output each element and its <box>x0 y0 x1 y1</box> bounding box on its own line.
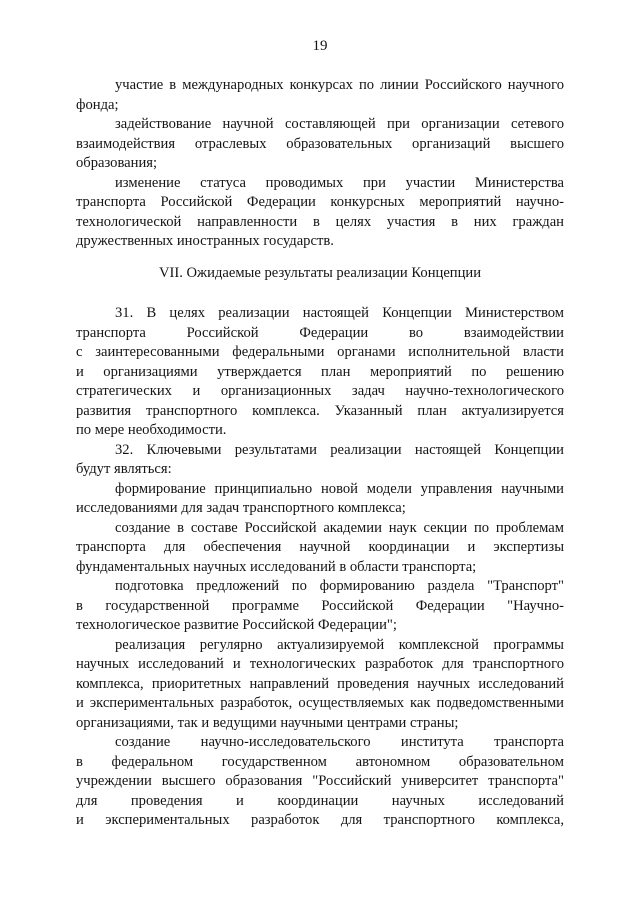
text-line: в государственной программе Российской Федерации "Научно- <box>76 597 564 614</box>
text-line: создание в составе Российской академии наук секции по проблемам <box>115 519 564 536</box>
text-line: изменение статуса проводимых при участии Министерства <box>115 174 564 191</box>
text-line: развития транспортного комплекса. Указанный план актуализируется <box>76 402 564 419</box>
text-line: транспорта Российской Федерации конкурсных мероприятий научно- <box>76 194 564 210</box>
text-line: и экспериментальных разработок для транспортного комплекса, <box>76 812 564 828</box>
text-block-measures <box>76 76 564 252</box>
text-line: подготовка предложений по формированию раздела "Транспорт" <box>115 578 564 594</box>
text-line: взаимодействия отраслевых образовательных организаций высшего <box>76 135 564 152</box>
text-line: реализация регулярно актуализируемой комплексной программы <box>115 636 564 653</box>
text-line: 31. В целях реализации настоящей Концепции Министерством <box>115 305 564 321</box>
text-line: образования; <box>76 155 158 171</box>
text-line: научных исследований и технологических разработок для транспортного <box>76 656 564 672</box>
text-line: для проведения и координации научных исследований <box>76 792 564 809</box>
text-line: организациями, так и ведущими научными центрами страны; <box>76 714 459 731</box>
text-line: с заинтересованными федеральными органами исполнительной власти <box>76 344 564 360</box>
text-line: по мере необходимости. <box>76 422 227 438</box>
text-line: и организациями утверждается план мероприятий по решению <box>76 363 564 380</box>
text-line: стратегических и организационных задач научно-технологического <box>76 383 564 399</box>
text-line: будут являться: <box>76 461 172 477</box>
text-line: и экспериментальных разработок, осуществляемых как подведомственными <box>76 695 564 711</box>
text-line: фонда; <box>76 96 119 113</box>
section-heading: VII. Ожидаемые результаты реализации Концепции <box>158 265 482 281</box>
text-block-results <box>76 304 564 831</box>
text-line: технологической направленности в целях участия в них граждан <box>76 213 564 230</box>
page-number: 19 <box>312 38 328 54</box>
text-line: учреждении высшего образования "Российский университет транспорта" <box>76 773 564 789</box>
text-line: 32. Ключевыми результатами реализации настоящей Концепции <box>115 441 564 458</box>
text-line: транспорта Российской Федерации во взаимодействии <box>76 324 564 341</box>
text-line: задействование научной составляющей при организации сетевого <box>115 116 564 132</box>
text-line: комплекса, приоритетных направлений проведения научных исследований <box>76 675 564 692</box>
text-line: дружественных иностранных государств. <box>76 233 334 249</box>
text-line: создание научно-исследовательского института транспорта <box>115 734 564 750</box>
text-line: в федеральном государственном автономном образовательном <box>76 753 564 770</box>
text-line: участие в международных конкурсах по линии Российского научного <box>115 77 564 93</box>
text-line: фундаментальных научных исследований в области транспорта; <box>76 558 477 575</box>
text-line: транспорта для обеспечения научной координации и экспертизы <box>76 539 564 555</box>
text-line: исследованиями для задач транспортного комплекса; <box>76 500 406 516</box>
text-line: формирование принципиально новой модели управления научными <box>115 480 564 497</box>
text-line: технологическое развитие Российской Федерации"; <box>76 617 397 633</box>
